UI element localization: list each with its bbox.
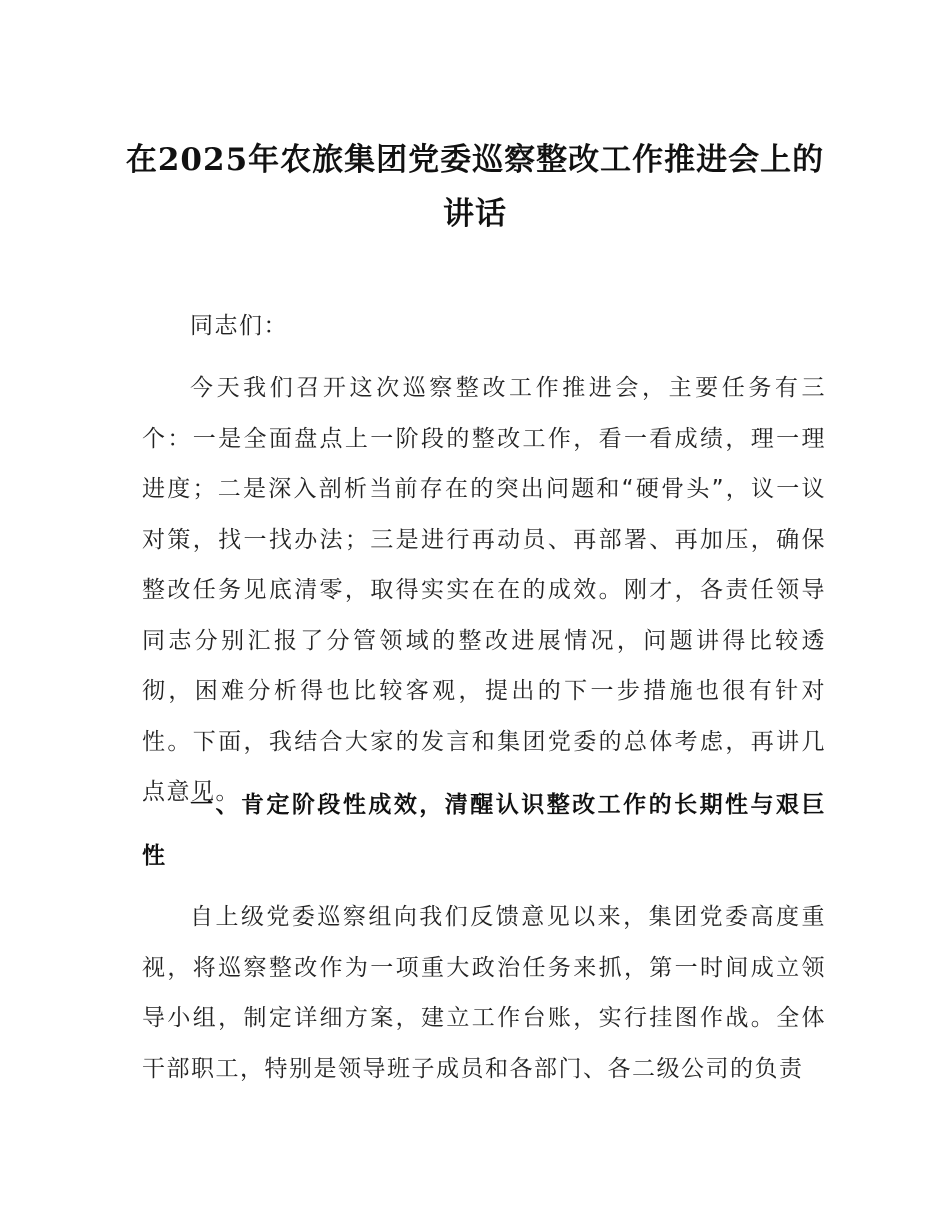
salutation: 同志们：: [190, 313, 288, 339]
document-title: 在2025年农旅集团党委巡察整改工作推进会上的讲话: [125, 141, 825, 232]
body-paragraph: 今天我们召开这次巡察整改工作推进会，主要任务有三个：一是全面盘点上一阶段的整改工作，看一看成绩，理一理进度；二是深入剖析当前存在的突出问题和“硬骨头”，议一议对策，找一找办法；三是进行再动员、再部署、再加压，确保整改任务见底清零，取得实实在在的成效。刚才，各责任领导同志分别汇报了分管领域的整改进展情况，问题讲得比较透彻，困难分析得也比较客观，提出的下一步措施也很有针对性。下面，我结合大家的发言和集团党委的总体考虑，再讲几点意见。: [142, 375, 826, 805]
body-paragraph: 自上级党委巡察组向我们反馈意见以来，集团党委高度重视，将巡察整改作为一项重大政治任务来抓，第一时间成立领导小组，制定详细方案，建立工作台账，实行挂图作战。全体干部职工，特别是领导班子成员和各部门、各二级公司的负责: [142, 904, 826, 1082]
section-heading: 一、肯定阶段性成效，清醒认识整改工作的长期性与艰巨性: [142, 792, 826, 869]
